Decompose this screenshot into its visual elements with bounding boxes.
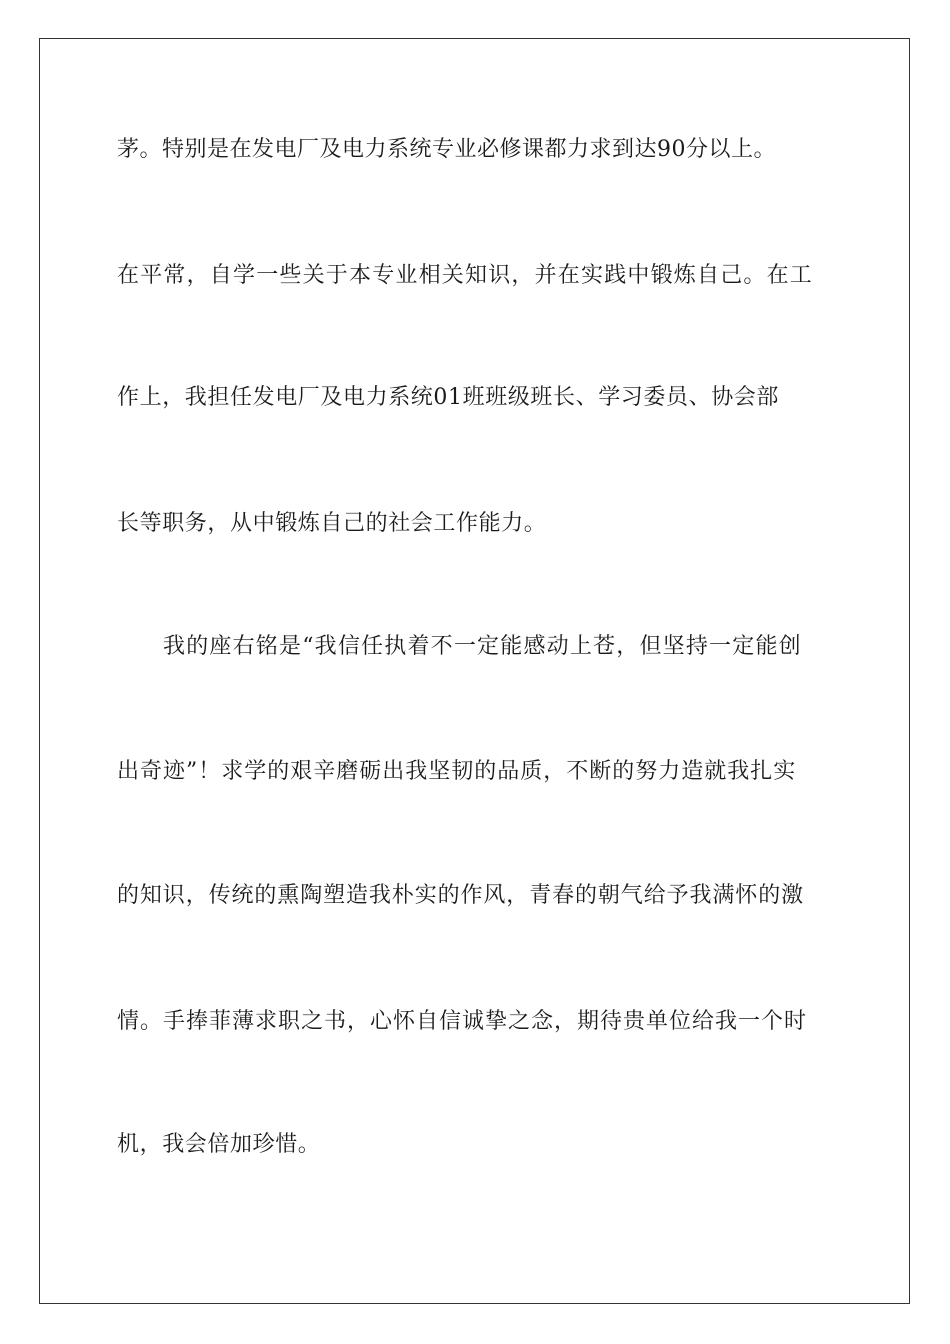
- paragraph-line-indented: 我的座右铭是“我信任执着不一定能感动上苍，但坚持一定能创: [163, 634, 802, 659]
- paragraph-line: 长等职务，从中锻炼自己的社会工作能力。: [117, 511, 547, 536]
- page-border: [39, 38, 910, 1304]
- paragraph-line: 在平常，自学一些关于本专业相关知识，并在实践中锻炼自己。在工: [117, 263, 814, 288]
- paragraph-line: 出奇迹”！求学的艰辛磨砺出我坚韧的品质，不断的努力造就我扎实: [117, 759, 797, 784]
- paragraph-line: 茅。特别是在发电厂及电力系统专业必修课都力求到达90分以上。: [117, 137, 776, 162]
- paragraph-line: 情。手捧菲薄求职之书，心怀自信诚挚之念，期待贵单位给我一个时: [117, 1009, 808, 1034]
- paragraph-line: 机，我会倍加珍惜。: [117, 1132, 321, 1157]
- paragraph-line: 的知识，传统的熏陶塑造我朴实的作风，青春的朝气给予我满怀的激: [117, 883, 805, 908]
- paragraph-line: 作上，我担任发电厂及电力系统01班班级班长、学习委员、协会部: [117, 385, 779, 410]
